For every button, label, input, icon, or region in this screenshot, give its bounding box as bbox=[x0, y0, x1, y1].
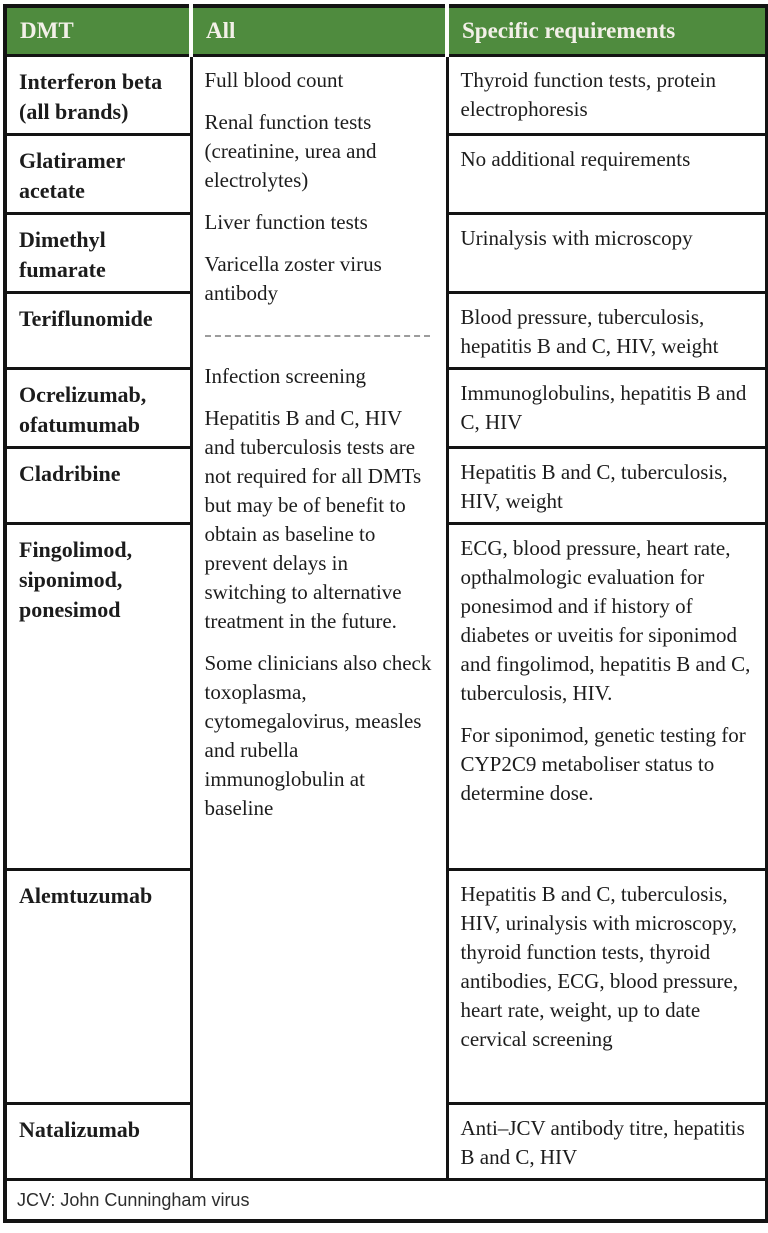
dmt-monitoring-table bbox=[3, 4, 768, 1223]
specific-requirements-cell bbox=[447, 369, 767, 448]
specific-requirements-paragraph: Hepatitis B and C, tuberculosis, HIV, urinalysis with microscopy, thyroid function tests, thyroid antibodies, ECG, blood pressure, heart rate, weight, up to date cervical screening bbox=[460, 882, 739, 1051]
footnote: JCV: John Cunningham virus bbox=[5, 1180, 767, 1222]
dmt-name-cell: Fingolimod, siponimod, ponesimod bbox=[5, 524, 191, 870]
specific-requirements-cell bbox=[447, 293, 767, 369]
specific-requirements-paragraph: No additional requirements bbox=[460, 147, 691, 171]
column-header-all: All bbox=[191, 6, 447, 56]
footnote-row bbox=[5, 1180, 767, 1222]
column-header-specific-requirements: Specific requirements bbox=[447, 6, 767, 56]
all-tests-paragraph: Liver function tests bbox=[204, 210, 368, 234]
specific-requirements-cell bbox=[447, 56, 767, 135]
specific-requirements-paragraph: Anti–JCV antibody titre, hepatitis B and C, HIV bbox=[460, 1116, 745, 1169]
specific-requirements-cell bbox=[447, 135, 767, 214]
specific-requirements-paragraph: Blood pressure, tuberculosis, hepatitis B and C, HIV, weight bbox=[460, 305, 719, 358]
specific-requirements-cell bbox=[447, 214, 767, 293]
dmt-name-cell: Teriflunomide bbox=[5, 293, 191, 369]
all-tests-paragraph: Infection screening bbox=[204, 364, 367, 388]
specific-requirements-paragraph: For siponimod, genetic testing for CYP2C9 metaboliser status to determine dose. bbox=[460, 723, 746, 805]
dashed-divider bbox=[205, 335, 430, 337]
all-tests-cell bbox=[191, 56, 447, 1180]
table-header bbox=[5, 6, 767, 56]
specific-requirements-cell bbox=[447, 524, 767, 870]
dmt-name-cell: Natalizumab bbox=[5, 1104, 191, 1180]
all-tests-paragraph: Some clinicians also check toxoplasma, cytomegalovirus, measles and rubella immunoglobulin at baseline bbox=[204, 651, 432, 820]
dmt-name-cell: Glatiramer acetate bbox=[5, 135, 191, 214]
dmt-name-cell: Ocrelizumab, ofatumumab bbox=[5, 369, 191, 448]
specific-requirements-paragraph: Urinalysis with microscopy bbox=[460, 226, 693, 250]
specific-requirements-cell bbox=[447, 1104, 767, 1180]
all-tests-paragraph: Full blood count bbox=[204, 68, 344, 92]
dmt-name-cell: Cladribine bbox=[5, 448, 191, 524]
specific-requirements-cell bbox=[447, 870, 767, 1104]
specific-requirements-paragraph: Hepatitis B and C, tuberculosis, HIV, weight bbox=[460, 460, 728, 513]
specific-requirements-paragraph: Thyroid function tests, protein electrophoresis bbox=[460, 68, 716, 121]
all-tests-paragraph: Renal function tests (creatinine, urea and electrolytes) bbox=[204, 110, 377, 192]
specific-requirements-cell bbox=[447, 448, 767, 524]
dmt-name-cell: Interferon beta (all brands) bbox=[5, 56, 191, 135]
specific-requirements-paragraph: ECG, blood pressure, heart rate, opthalmologic evaluation for ponesimod and if history of diabetes or uveitis for siponimod and fingolimod, hepatitis B and C, tuberculosis, HIV. bbox=[460, 536, 751, 705]
dmt-name-cell: Dimethyl fumarate bbox=[5, 214, 191, 293]
all-tests-paragraph: Hepatitis B and C, HIV and tuberculosis tests are not required for all DMTs but may be of benefit to obtain as baseline to prevent delays in switching to alternative treatment in the future. bbox=[204, 406, 422, 633]
all-tests-paragraph: Varicella zoster virus antibody bbox=[204, 252, 382, 305]
specific-requirements-paragraph: Immunoglobulins, hepatitis B and C, HIV bbox=[460, 381, 747, 434]
dmt-name-cell: Alemtuzumab bbox=[5, 870, 191, 1104]
column-header-dmt: DMT bbox=[5, 6, 191, 56]
table-row bbox=[5, 56, 767, 135]
